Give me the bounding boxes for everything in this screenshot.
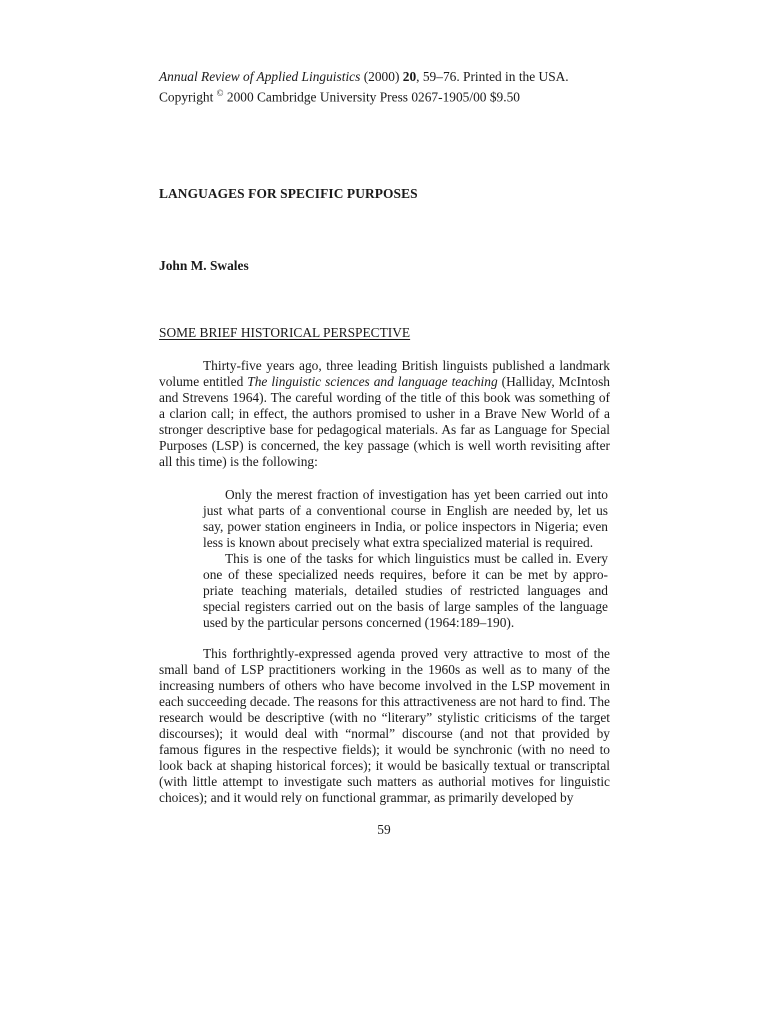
citation-header — [159, 69, 619, 105]
para1-text-a: Thirty-five years ago, three leading British linguists published a landmark volume entitled — [159, 358, 610, 389]
journal-volume: 20 — [402, 69, 417, 84]
copyright-label: Copyright — [159, 89, 214, 105]
article-title: LANGUAGES FOR SPECIFIC PURPOSES — [159, 186, 418, 201]
copyright-symbol: © — [216, 88, 224, 98]
para1-text-b: (Halliday, McIntosh and Strevens 1964). The careful wording of the title of this book was something of a clarion call; in effect, the authors promised to usher in a Brave New World of a stronger descriptive base for pedagogical materials. As far as Language for Special Purposes (LSP) is concerned, the key passage (which is well worth revisiting after all this time) is the following: — [159, 374, 610, 469]
quote-paragraph-1: Only the merest fraction of investigation has yet been carried out into just what parts of a conventional course in English are needed by, let us say, power station engineers in India, or police inspectors in Nigeria; even less is known about precisely what extra specialized material is required. — [203, 487, 608, 550]
copyright-text: 2000 Cambridge University Press 0267-1905/00 $9.50 — [226, 89, 520, 105]
quote-paragraph-2: This is one of the tasks for which linguistics must be called in. Every one of these specialized needs requires, before it can be met by appro-priate teaching materials, detailed studies of restricted languages and special registers carried out on the basis of large samples of the language used by the particular persons concerned (1964:189–190). — [203, 551, 608, 630]
article-author: John M. Swales — [159, 258, 249, 273]
body-paragraph-2 — [159, 646, 610, 806]
para2-text: This forthrightly-expressed agenda proved very attractive to most of the small band of LSP practitioners working in the 1960s as well as to many of the increasing numbers of others who have become involved in the LSP movement in each succeeding decade. The reasons for this attractiveness are not hard to find. The research would be descriptive (with no “literary” stylistic criticisms of the target discourses); it would deal with “normal” discourse (and not that provided by famous figures in the respective fields); it would be synchronic (with no need to look back at shaping historical forces); it would be basically textual or transcriptal (with little attempt to investigate such matters as authorial motives for linguistic choices); and it would rely on functional grammar, as primarily developed by — [159, 646, 610, 805]
book-title: The linguistic sciences and language teaching — [247, 374, 498, 389]
citation-line — [159, 69, 619, 85]
page-number: 59 — [377, 822, 391, 837]
journal-year: (2000) — [363, 69, 400, 84]
copyright-line — [159, 85, 619, 105]
body-paragraph-1 — [159, 358, 610, 470]
section-heading: SOME BRIEF HISTORICAL PERSPECTIVE — [159, 325, 411, 340]
block-quote — [203, 487, 608, 631]
journal-title: Annual Review of Applied Linguistics — [159, 69, 361, 84]
pages-printed: , 59–76. Printed in the USA. — [416, 69, 569, 84]
